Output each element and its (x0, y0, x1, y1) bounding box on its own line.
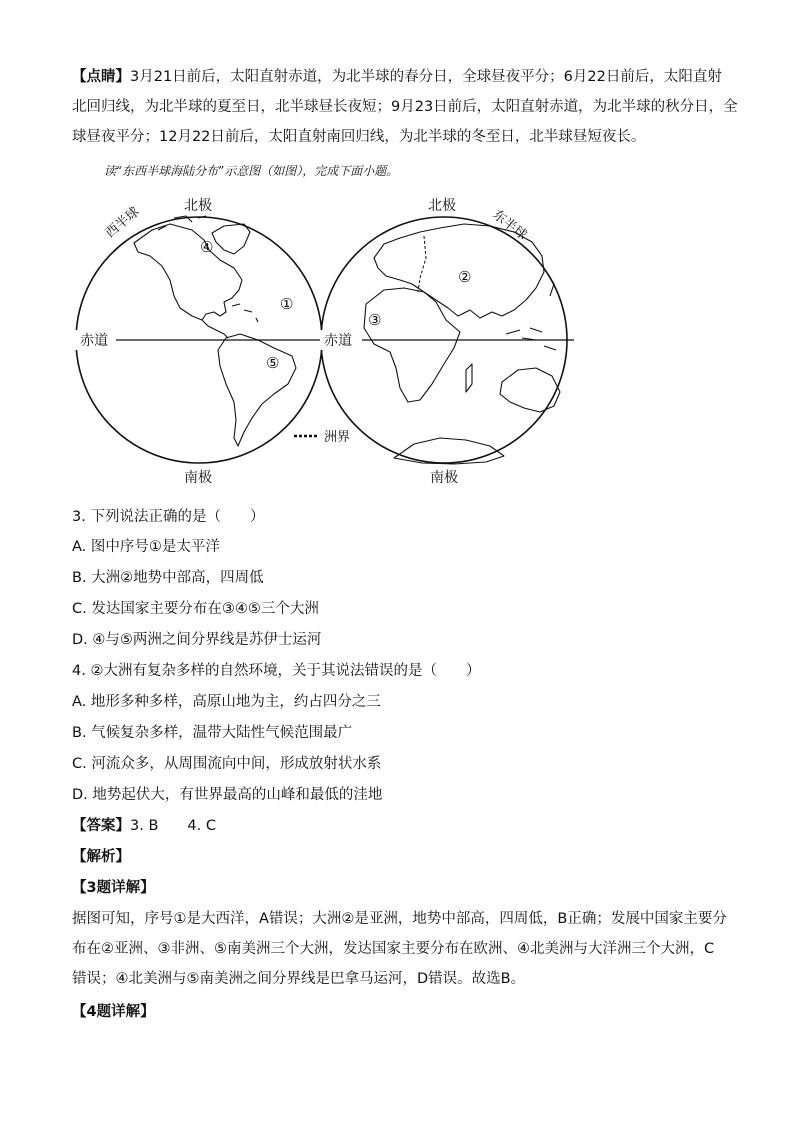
caribbean-islands (232, 304, 258, 322)
australia-shape (500, 368, 560, 412)
detail4-tag: 【4题详解】 (72, 1004, 155, 1020)
tip-line-1: 3月21日前后，太阳直射赤道，为北半球的春分日，全球昼夜平分；6月22日前后，太阳直射 (130, 69, 722, 85)
map-intro: 读“东西半球海陆分布”示意图（如图），完成下面小题。 (104, 164, 399, 178)
legend (294, 430, 350, 445)
legend-label: 洲界 (324, 430, 351, 445)
q3-option-c: C. 发达国家主要分布在③④⑤三个大洲 (72, 601, 319, 617)
label-western-hemisphere: 西半球 (102, 204, 143, 242)
hemisphere-map (74, 188, 574, 488)
north-america-shape (134, 224, 242, 320)
q3-option-d: D. ④与⑤两洲之间分界线是苏伊士运河 (72, 632, 322, 648)
antarctica-shape (394, 438, 504, 464)
marker-4: ④ (200, 238, 214, 256)
q4-stem: 4. ②大洲有复杂多样的自然环境，关于其说法错误的是（ ） (72, 663, 481, 679)
africa-shape (364, 288, 460, 402)
boundary-asia-europe (418, 236, 426, 292)
detail3-line-2: 布在②亚洲、③非洲、⑤南美洲三个大洲，发达国家主要分布在欧洲、④北美洲与大洋洲三个大洲，C (72, 941, 715, 957)
q3-option-b: B. 大洲②地势中部高，四周低 (72, 570, 264, 586)
marker-1: ① (280, 295, 294, 313)
q4-option-b: B. 气候复杂多样，温带大陆性气候范围最广 (72, 725, 353, 741)
q4-option-a: A. 地形多种多样，高原山地为主，约占四分之三 (72, 694, 381, 710)
q4-option-c: C. 河流众多，从周围流向中间，形成放射状水系 (72, 756, 382, 772)
detail3-tag: 【3题详解】 (72, 880, 155, 896)
analysis-tag: 【解析】 (72, 849, 130, 865)
answer-text: 3. B 4. C (130, 818, 216, 834)
madagascar-shape (466, 364, 472, 392)
label-south-pole-east: 南极 (430, 470, 458, 486)
tip-tag: 【点睛】 (72, 69, 130, 85)
label-south-pole-west: 南极 (184, 470, 212, 486)
detail3-paragraph (72, 904, 727, 994)
central-america-shape (202, 320, 228, 338)
tip-line-3: 球昼夜平分；12月22日前后，太阳直射南回归线，为北半球的冬至日，北半球昼短夜长。 (72, 129, 646, 145)
tip-paragraph (72, 62, 738, 152)
q3-stem: 3. 下列说法正确的是（ ） (72, 509, 265, 525)
q3-option-a: A. 图中序号①是太平洋 (72, 539, 220, 555)
q4-option-d: D. 地势起伏大，有世界最高的山峰和最低的洼地 (72, 787, 383, 803)
tip-line-2: 北回归线，为北半球的夏至日，北半球昼长夜短；9月23日前后，太阳直射赤道，为北半球的秋分日，全 (72, 99, 738, 115)
answer (72, 814, 216, 835)
label-eastern-hemisphere: 东半球 (489, 207, 530, 244)
marker-3: ③ (368, 311, 382, 329)
label-north-pole-east: 北极 (428, 198, 456, 214)
detail3-line-3: 错误；④北美洲与⑤南美洲之间分界线是巴拿马运河，D错误。故选B。 (72, 971, 526, 987)
greenland-shape (212, 224, 250, 254)
marker-5: ⑤ (266, 354, 280, 372)
detail3-line-1: 据图可知，序号①是大西洋，A错误；大洲②是亚洲，地势中部高，四周低，B正确；发展中国家主要分 (72, 911, 727, 927)
label-north-pole-west: 北极 (184, 198, 212, 214)
answer-tag: 【答案】 (72, 818, 130, 834)
label-equator-east: 赤道 (324, 333, 352, 349)
marker-2: ② (458, 268, 472, 286)
southeast-asia-islands (506, 328, 556, 350)
label-equator-west: 赤道 (80, 333, 108, 349)
